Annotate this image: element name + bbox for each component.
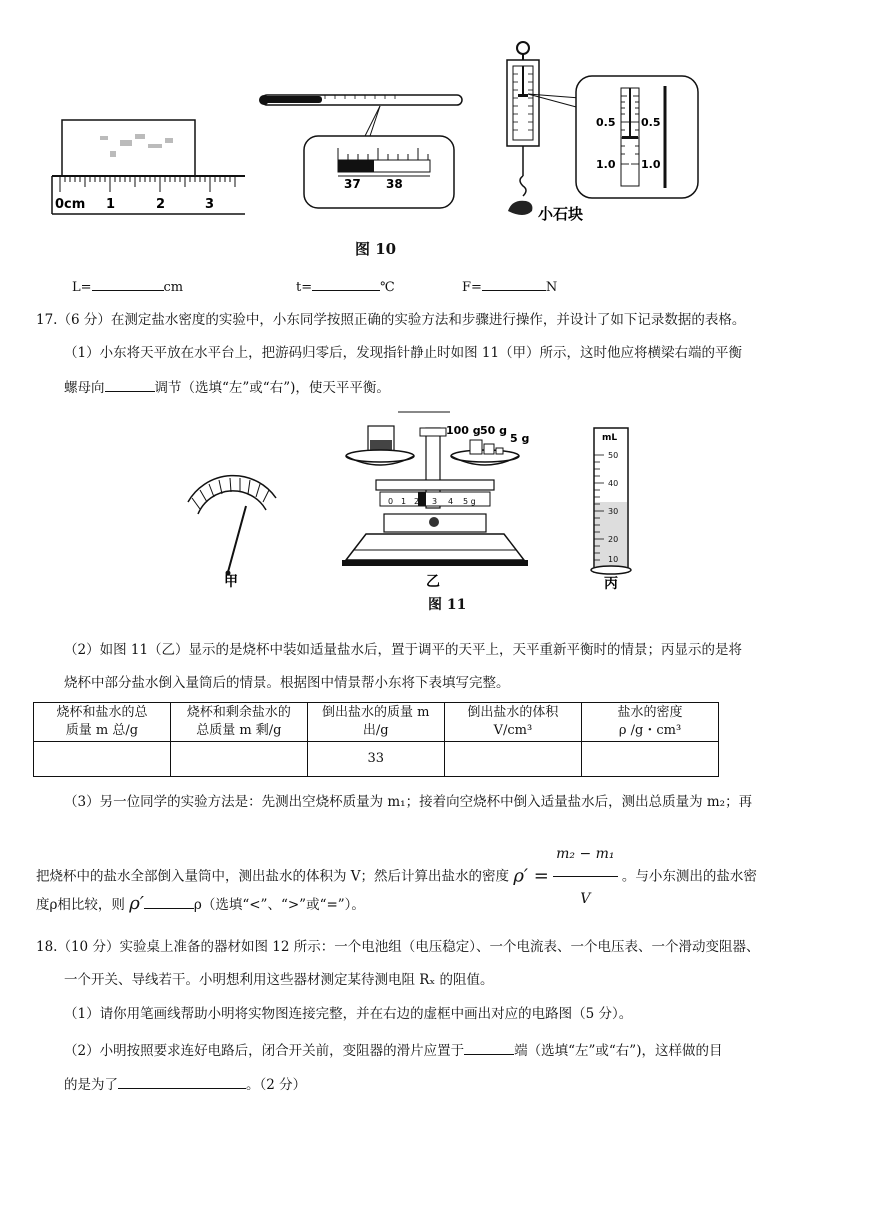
q17-part3-line3 [36,894,365,915]
thermometer-figure [259,95,462,208]
figure-11-caption: 图 11 [428,597,467,613]
slider-tick-0: 0 [388,497,394,506]
q17-stem: 17.（6 分）在测定盐水密度的实验中，小东同学按照正确的实验方法和步骤进行操作，并设计了如下记录数据的表格。 [36,312,746,328]
q17-part1-text-a: 螺母向 [64,380,105,396]
weight-100g-label: 100 g [446,424,481,437]
answer-F-group [462,276,557,298]
value-cell-poured-mass: 33 [307,742,444,777]
q17-part3-line1: （3）另一位同学的实验方法是：先测出空烧杯质量为 m₁；接着向空烧杯中倒入适量盐水后，测出总质量为 m₂；再 [64,794,753,810]
slider-tick-5: 5 g [463,497,476,506]
slider-tick-1: 1 [401,497,407,506]
weight-5g-label: 5 g [510,432,530,445]
answer-L-label: L= [72,280,92,295]
q17-part3-blank[interactable] [144,894,194,909]
header-cell-poured-volume [444,703,581,742]
q17-part1-line2 [64,377,390,398]
answer-t-unit: ℃ [380,280,395,295]
cylinder-unit: mL [602,433,618,443]
q18-part2-text-a: （2）小明按照要求连好电路后，闭合开关前，变阻器的滑片应置于 [64,1043,465,1059]
figure-10 [40,36,740,272]
q17-part2-line2: 烧杯中部分盐水倒入量筒后的情景。根据图中情景帮小东将下表填写完整。 [64,675,510,691]
formula-lhs: ρ′ = [513,865,549,887]
cylinder-tick-50: 50 [608,451,619,460]
scale-right-label-05: 0.5 [641,116,661,129]
answer-blanks-row [72,276,183,298]
cylinder-tick-30: 30 [608,507,619,516]
rho-prime: ρ′ [129,893,144,914]
cylinder-bing [591,428,631,590]
header-cell-line1: 倒出盐水的质量 m [321,705,430,720]
header-cell-line2: ρ /g・cm³ [618,723,682,738]
q18-part2-blank-2[interactable] [118,1074,246,1089]
answer-t-label: t= [296,280,313,295]
q18-stem-line1: 18.（10 分）实验桌上准备的器材如图 12 所示：一个电池组（电压稳定）、一个电流表、一个电压表、一个滑动变阻器、 [36,939,760,955]
q17-part1-blank[interactable] [105,377,155,392]
answer-L-unit: cm [163,280,184,295]
header-cell-line2: 出/g [362,723,389,738]
formula-numerator: m₂ − m₁ [553,832,617,877]
q17-part3-text-c: 度ρ相比较，则 [36,897,125,913]
scale-right-label-10: 1.0 [641,158,661,171]
q17-part3-text-a: 把烧杯中的盐水全部倒入量筒中，测出盐水的体积为 V；然后计算出盐水的密度 [36,868,510,885]
slider-tick-3: 3 [432,497,438,506]
scale-left-label-10: 1.0 [596,158,616,171]
thermo-label-38: 38 [386,177,403,191]
q17-part2-line1: （2）如图 11（乙）显示的是烧杯中装如适量盐水后，置于调平的天平上，天平重新平衡时的情景；丙显示的是将 [64,642,743,658]
label-bing: 丙 [604,576,618,590]
header-cell-line2: 质量 m 总/g [65,723,139,738]
label-yi: 乙 [426,574,440,590]
slider-tick-2: 2 [414,497,420,506]
value-cell-poured-volume[interactable] [444,742,581,777]
q18-part1: （1）请你用笔画线帮助小明将实物图连接完整，并在右边的虚框中画出对应的电路图（5 分）。 [64,1006,633,1022]
figure-11 [180,410,640,590]
ruler-label-3: 3 [205,197,215,212]
ruler-label-0: 0cm [55,197,86,212]
q17-part3-text-d: ρ（选填“<”、“>”或“=”）。 [193,897,365,913]
answer-F-blank[interactable] [482,276,546,291]
q18-stem-line2: 一个开关、导线若干。小明想利用这些器材测定某待测电阻 Rₓ 的阻值。 [64,972,494,988]
q18-part2-text-d: 。（2 分） [246,1077,307,1093]
stone-label: 小石块 [538,205,584,223]
header-cell-line2: 总质量 m 剩/g [196,723,282,738]
thermo-label-37: 37 [344,177,361,191]
header-cell-line1: 盐水的密度 [617,705,683,720]
q18-part2-text-c: 的是为了 [64,1077,118,1093]
ruler-figure [52,120,245,214]
q17-part1-text-b: 调节（选填“左”或“右”)，使天平平衡。 [154,380,390,396]
value-cell-remaining-mass[interactable] [170,742,307,777]
label-jia: 甲 [224,574,238,590]
q18-part2-blank-1[interactable] [464,1040,514,1055]
table-row [34,742,719,777]
value-cell-density[interactable] [582,742,719,777]
q18-part2-line2 [64,1074,306,1095]
formula-denominator: V [580,891,591,907]
table-header-row [34,703,719,742]
ruler-label-1: 1 [106,197,116,212]
figure-10-drawing [40,36,740,272]
value-cell-total-mass[interactable] [34,742,171,777]
scale-left-label-05: 0.5 [596,116,616,129]
q17-data-table [33,702,719,777]
header-cell-poured-mass [307,703,444,742]
cylinder-tick-10: 10 [608,555,619,564]
q18-part2-line1 [64,1040,722,1061]
figure-11-drawing [180,410,640,590]
cylinder-tick-20: 20 [608,535,619,544]
header-cell-line1: 烧杯和剩余盐水的 [186,705,291,720]
spring-scale-figure [507,42,698,223]
cylinder-tick-40: 40 [608,479,619,488]
density-formula [553,832,617,921]
answer-t-group [296,276,395,298]
answer-F-label: F= [462,280,482,295]
slider-tick-4: 4 [448,497,454,506]
q17-part3-text-b: 。与小东测出的盐水密 [621,868,757,885]
header-cell-line1: 倒出盐水的体积 [467,705,559,720]
header-cell-remaining-mass [170,703,307,742]
ruler-label-2: 2 [156,197,166,212]
q18-part2-text-b: 端（选填“左”或“右”)，这样做的目 [514,1043,723,1059]
q17-part1-line1: （1）小东将天平放在水平台上，把游码归零后，发现指针静止时如图 11（甲）所示，这时他应将横梁右端的平衡 [64,345,743,361]
header-cell-density [582,703,719,742]
header-cell-total-mass [34,703,171,742]
weight-50g-label: 50 g [480,424,508,437]
header-cell-line2: V/cm³ [493,723,533,738]
pointer-dial-jia [188,476,276,590]
answer-F-unit: N [545,280,558,295]
header-cell-line1: 烧杯和盐水的总 [56,705,148,720]
balance-yi [342,412,529,590]
figure-10-caption: 图 10 [355,240,397,258]
answer-L-blank[interactable] [92,276,164,291]
answer-t-blank[interactable] [312,276,380,291]
